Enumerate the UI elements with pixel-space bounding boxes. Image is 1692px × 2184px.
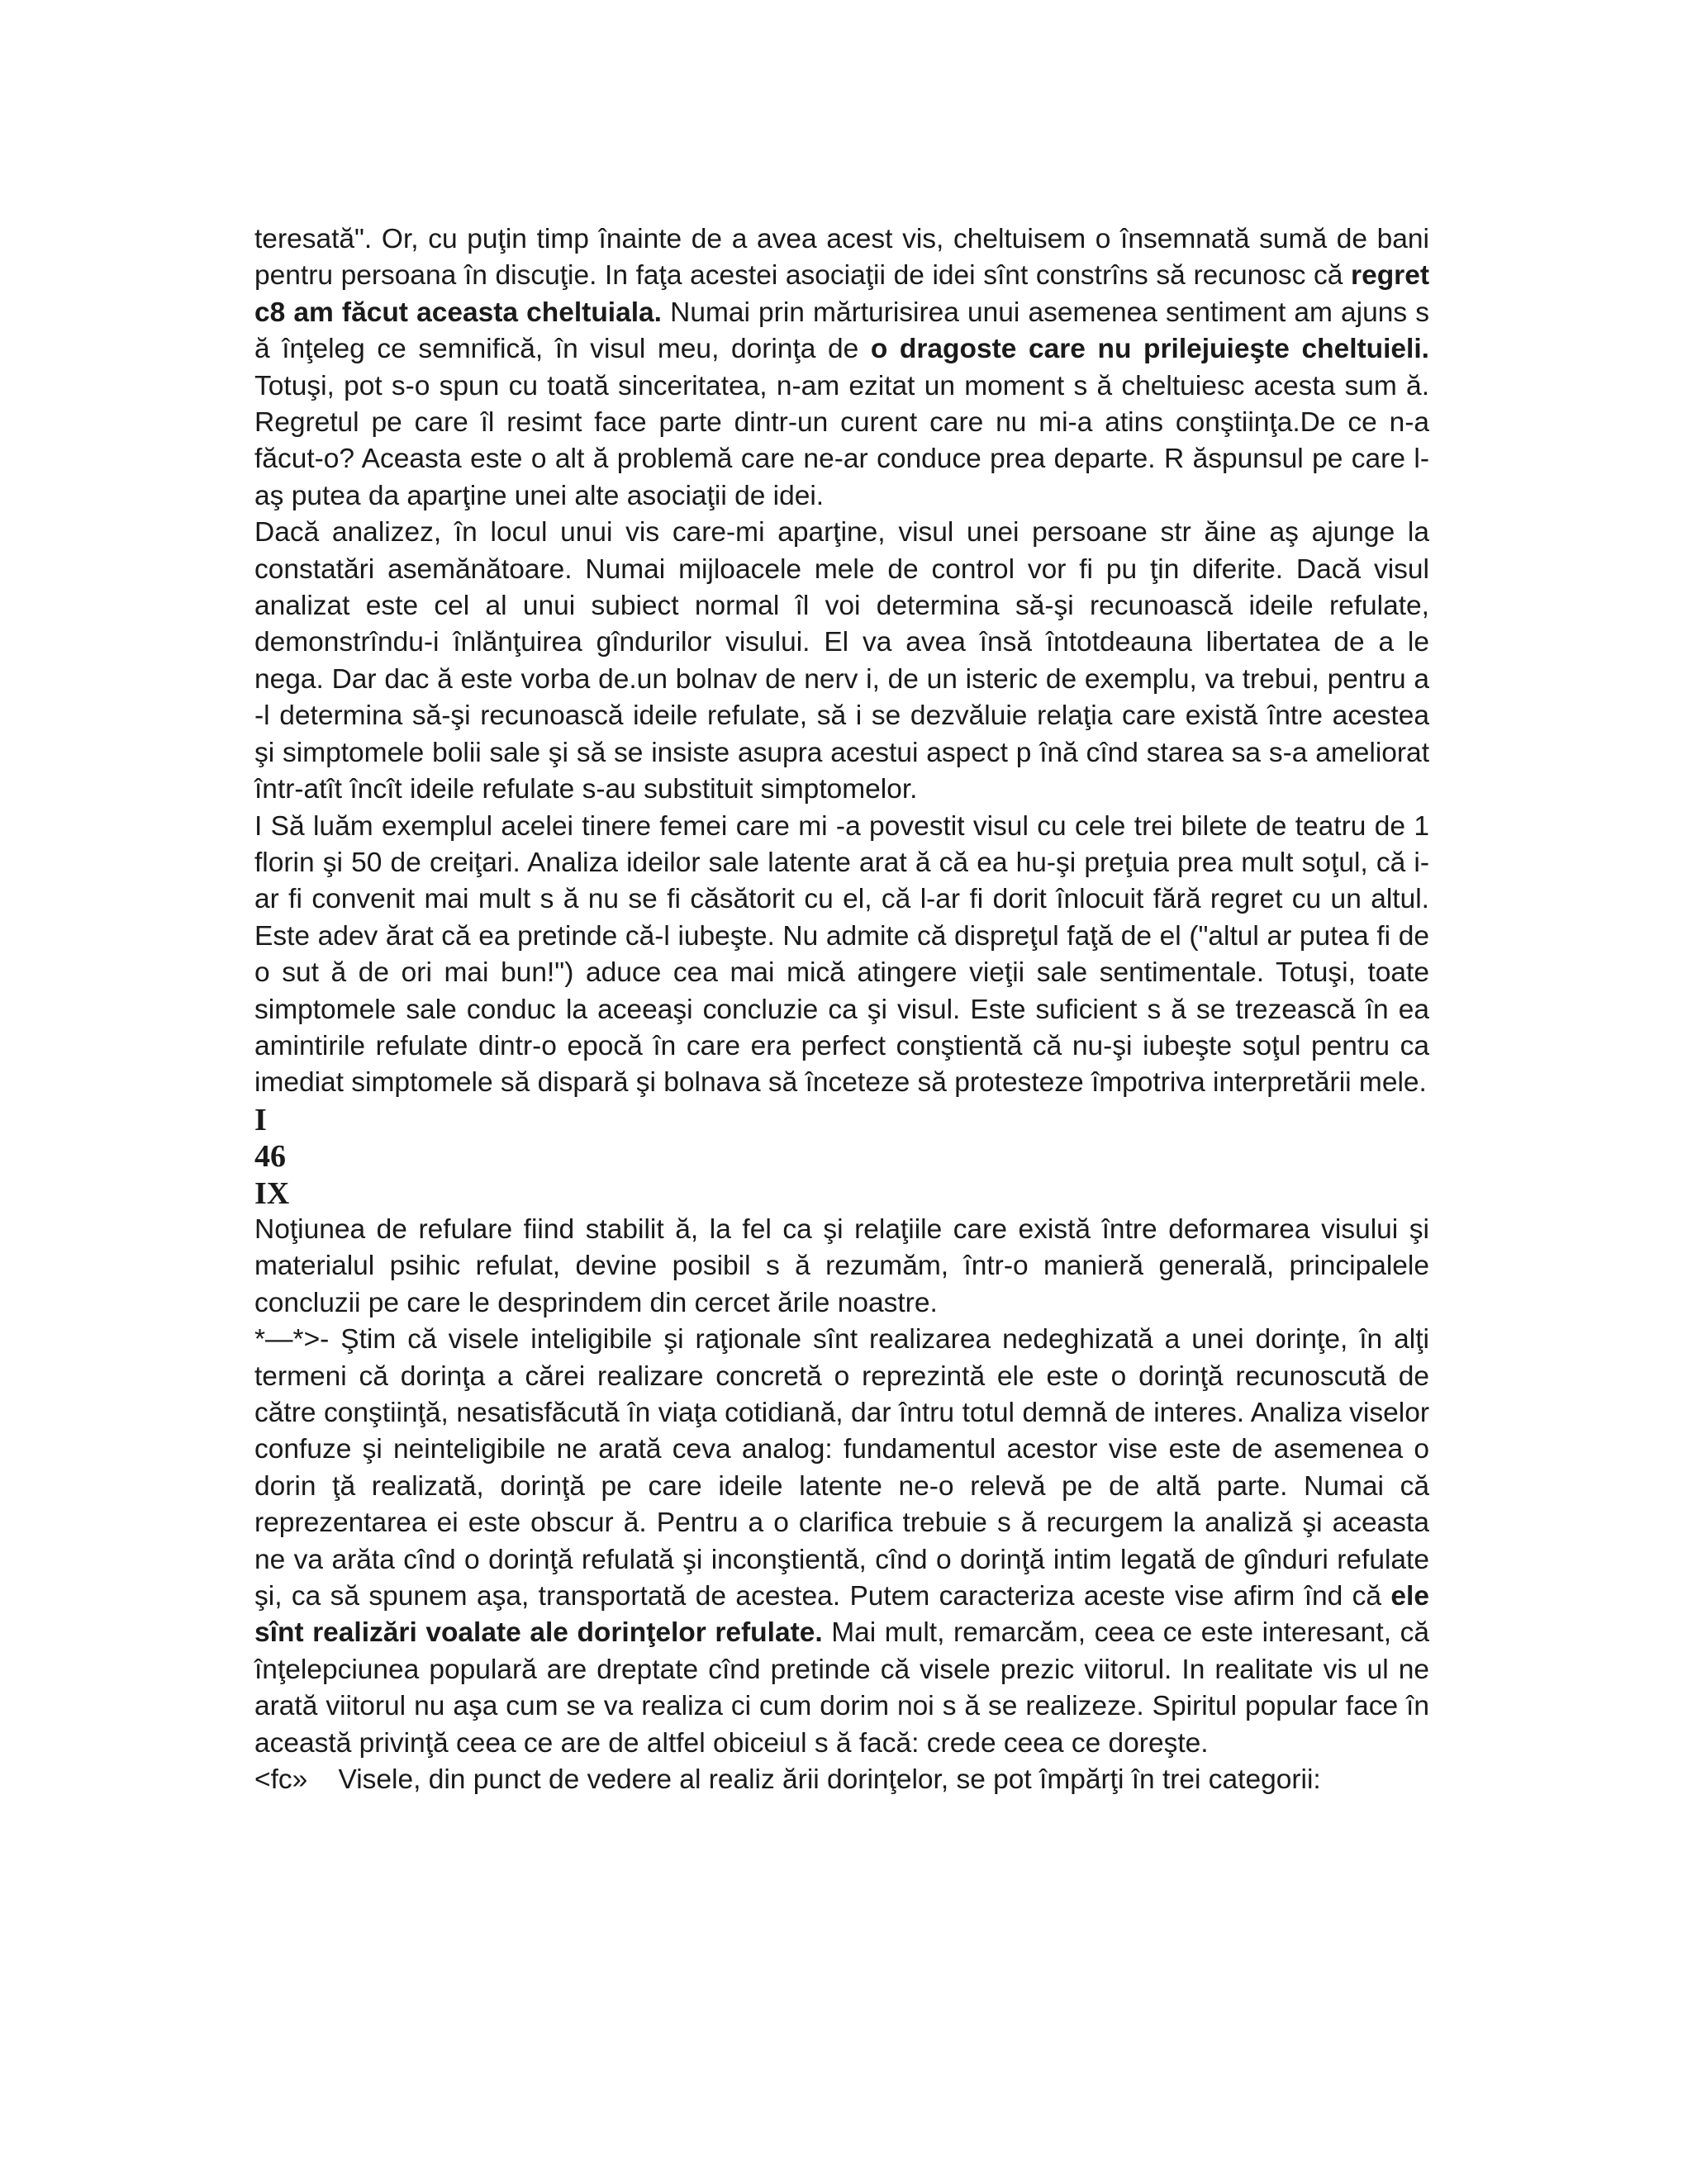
- text-segment: teresată". Or, cu puţin timp înainte de a avea acest vis, cheltuisem o însemnată sumă de bani pentru persoana în discuţie. In faţa acestei asociaţii de idei sînt constrîns să recunosc că: [254, 224, 1429, 292]
- text-segment: *—*>- Ştim că visele inteligibile şi raţionale sînt realizarea nedeghizată a unei dorinţe, în alţi termeni că dorinţa a cărei realizare concretă o reprezintă ele este o dorinţă recunoscută de către conştiinţă, nesatisfăcută în viaţa cotidiană, dar întru totul demnă de interes. Analiza viselor confuze şi neinteligibile ne arată ceva analog: fundamentul acestor vise este de asemenea o dorin ţă realizată, dorinţă pe care ideile latente ne-o relevă pe de altă parte. Numai că reprezentarea ei este obscur ă. Pentru a o clarifica trebuie s ă recurgem la analiză şi aceasta ne va arăta cînd o dorinţă refulată şi inconştientă, cînd o dorinţă intim legată de gînduri refulate şi, ca să spunem aşa, transportată de acestea. Putem caracteriza aceste vise afirm înd că: [254, 1324, 1429, 1612]
- paragraph-3: [254, 809, 1429, 1102]
- text-segment: <fc» Visele, din punct de vedere al realiz ării dorinţelor, se pot împărţi în trei categorii:: [254, 1764, 1321, 1796]
- text-segment: Noţiunea de refulare fiind stabilit ă, la fel ca şi relaţiile care există între deformarea visului şi materialul psihic refulat, devine posibil s ă rezumăm, într-o manieră generală, principalele concluzii pe care le desprindem din cercet ările noastre.: [254, 1213, 1429, 1318]
- text-segment: I Să luăm exemplul acelei tinere femei care mi -a povestit visul cu cele trei bilete de teatru de 1 florin şi 50 de creiţari. Analiza ideilor sale latente arat ă că ea hu-şi preţuia prea mult soţul, că i-ar fi convenit mai mult s ă nu se fi căsătorit cu el, că l-ar fi dorit înlocuit fără regret cu un altul. Este adev ărat că ea pretinde că-l iubeşte. Nu admite că dispreţul faţă de el ("altul ar putea fi de o sut ă de ori mai bun!") aduce cea mai mică atingere vieţii sale sentimentale. Totuşi, toate simptomele sale conduc la aceeaşi concluzie ca şi visul. Este suficient s ă se trezească în ea amintirile refulate dintr-o epocă în care era perfect conştientă că nu-şi iubeşte soţul pentru ca imediat simptomele să dispară şi bolnava să înceteze să protesteze împotriva interpretării mele.: [254, 810, 1429, 1099]
- paragraph-5: [254, 1322, 1429, 1762]
- stray-mark-i: I: [254, 1102, 267, 1137]
- bold-text-segment: o dragoste care nu prilejuieşte cheltuieli.: [870, 334, 1429, 365]
- bold-text-segment: ele sînt realizări voalate ale dorinţelor refulate.: [254, 1581, 1429, 1649]
- paragraph-2: [254, 515, 1429, 808]
- text-segment: Numai prin mărturisirea unui asemenea sentiment am ajuns s ă înţeleg ce semnifică, în visul meu, dorinţa de: [254, 297, 1429, 365]
- chapter-heading: IX: [254, 1175, 290, 1211]
- text-segment: Totuşi, pot s-o spun cu toată sinceritatea, n-am ezitat un moment s ă cheltuiesc acesta sum ă. Regretul pe care îl resimt face parte dintr-un curent care nu mi-a atins conştiinţa.De ce n-a făcut-o? Aceasta este o alt ă problemă care ne-ar conduce prea departe. R ăspunsul pe care l-aş putea da aparţine unei alte asociaţii de idei.: [254, 370, 1429, 511]
- paragraph-4: [254, 1212, 1429, 1322]
- text-segment: Dacă analizez, în locul unui vis care-mi aparţine, visul unei persoane str ăine aş ajunge la constatări asemănătoare. Numai mijloacele mele de control vor fi pu ţin diferite. Dacă visul analizat este cel al unui subiect normal îl voi determina să-şi recunoască ideile refulate, demonstrîndu-i înlănţuirea gîndurilor visului. El va avea însă întotdeauna libertatea de a le nega. Dar dac ă este vorba de.un bolnav de nerv i, de un isteric de exemplu, va trebui, pentru a -l determina să-şi recunoască ideile refulate, să i se dezvăluie relaţia care există între acestea şi simptomele bolii sale şi să se insiste asupra acestui aspect p înă cînd starea sa s-a ameliorat într-atît încît ideile refulate s-au substituit simptomelor.: [254, 517, 1429, 805]
- paragraph-6: [254, 1762, 1429, 1798]
- page-number: 46: [254, 1139, 286, 1175]
- document-page: [254, 221, 1429, 1798]
- paragraph-1: [254, 221, 1429, 515]
- text-segment: Mai mult, remarcăm, ceea ce este interesant, că înţelepciunea populară are dreptate cînd pretinde că visele prezic viitorul. In realitate vis ul ne arată viitorul nu aşa cum se va realiza ci cum dorim noi s ă se realizeze. Spiritul popular face în această privinţă ceea ce are de altfel obiceiul s ă facă: crede ceea ce doreşte.: [254, 1617, 1429, 1759]
- bold-text-segment: regret c8 am făcut aceasta cheltuiala.: [254, 260, 1429, 328]
